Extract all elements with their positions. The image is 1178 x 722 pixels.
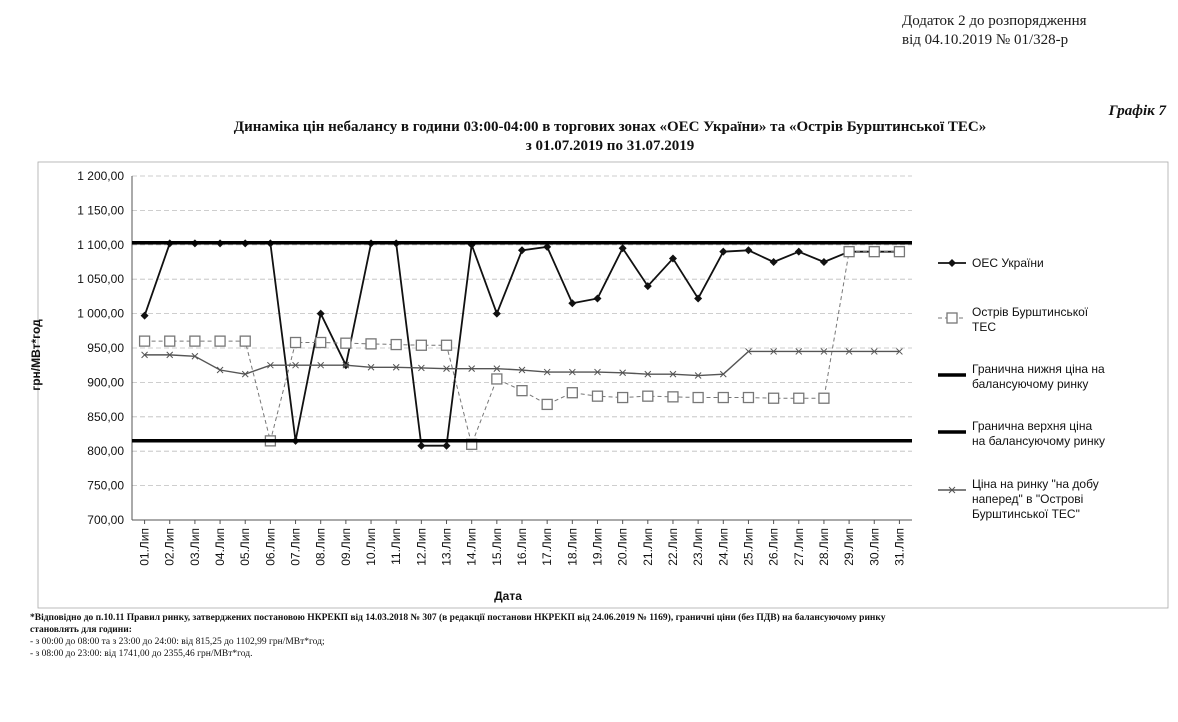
data-point — [844, 247, 854, 257]
document-header-line-1: Додаток 2 до розпорядження — [902, 13, 1087, 29]
data-point — [416, 340, 426, 350]
x-tick-label: 09.Лип — [338, 528, 353, 566]
data-point — [492, 374, 502, 384]
x-tick-label: 23.Лип — [691, 528, 706, 566]
series-5 — [142, 348, 903, 378]
legend-marker — [947, 313, 957, 323]
x-tick-label: 19.Лип — [590, 528, 605, 566]
document-header-line-2: від 04.10.2019 № 01/328-р — [902, 32, 1069, 48]
x-tick-label: 12.Лип — [414, 528, 429, 566]
x-tick-label: 30.Лип — [867, 528, 882, 566]
chart-subtitle: з 01.07.2019 по 31.07.2019 — [525, 138, 695, 154]
y-tick-label: 800,00 — [87, 444, 124, 459]
data-point — [744, 246, 752, 254]
data-point — [719, 248, 727, 256]
data-point — [366, 339, 376, 349]
data-point — [341, 338, 351, 348]
data-point — [592, 391, 602, 401]
x-tick-labels — [138, 520, 907, 566]
x-tick-label: 06.Лип — [263, 528, 278, 566]
x-tick-label: 16.Лип — [515, 528, 529, 566]
y-tick-label: 750,00 — [87, 478, 124, 493]
data-point — [820, 258, 828, 266]
x-tick-label: 08.Лип — [313, 528, 328, 566]
x-tick-label: 10.Лип — [364, 528, 379, 566]
x-tick-label: 04.Лип — [213, 528, 228, 566]
data-point — [869, 247, 879, 257]
data-point — [417, 442, 425, 450]
x-tick-label: 28.Лип — [816, 528, 831, 566]
x-tick-label: 17.Лип — [540, 528, 555, 566]
series-layer — [132, 239, 912, 449]
series-1 — [141, 239, 904, 449]
data-point — [518, 246, 526, 254]
data-point — [770, 258, 778, 266]
y-tick-label: 1 100,00 — [77, 237, 124, 252]
legend-entry — [938, 362, 1105, 391]
data-point — [819, 393, 829, 403]
data-point — [141, 312, 149, 320]
x-tick-label: 02.Лип — [162, 528, 177, 566]
data-point — [442, 340, 452, 350]
y-tick-label: 1 150,00 — [77, 203, 124, 218]
data-point — [190, 336, 200, 346]
data-point — [743, 393, 753, 403]
data-point — [643, 391, 653, 401]
x-tick-label: 01.Лип — [137, 528, 152, 566]
data-point — [693, 393, 703, 403]
series-line — [145, 243, 900, 445]
x-tick-label: 29.Лип — [842, 528, 857, 566]
y-tick-label: 1 050,00 — [77, 272, 124, 287]
data-point — [568, 299, 576, 307]
data-point — [291, 337, 301, 347]
grid-layer — [132, 176, 912, 520]
x-tick-label: 15.Лип — [489, 528, 504, 566]
x-tick-label: 31.Лип — [892, 528, 907, 566]
x-tick-label: 22.Лип — [665, 528, 680, 566]
data-point — [668, 392, 678, 402]
data-point — [794, 393, 804, 403]
footnote-line-2: становлять для години: — [30, 625, 132, 635]
data-point — [165, 336, 175, 346]
legend-entry — [938, 256, 1044, 270]
legend-marker — [948, 259, 956, 267]
legend-label: Ціна на ринку "на добу наперед" в "Острові Бурштинської ТЕС" — [972, 477, 1099, 521]
y-tick-label: 700,00 — [87, 513, 124, 527]
chart-title: Динаміка цін небалансу в години 03:00-04:00 в торгових зонах «ОЕС України» та «Острів Бурштинської ТЕС» — [233, 119, 987, 135]
footnote-line-4: - з 08:00 до 23:00: від 1741,00 до 2355,46 грн/МВт*год. — [30, 649, 253, 659]
y-tick-label: 1 200,00 — [77, 169, 124, 183]
x-tick-label: 05.Лип — [238, 528, 253, 566]
data-point — [718, 393, 728, 403]
data-point — [317, 310, 325, 318]
x-tick-label: 25.Лип — [741, 528, 756, 566]
x-tick-label: 14.Лип — [464, 528, 479, 566]
data-point — [391, 340, 401, 350]
data-point — [443, 442, 451, 450]
data-point — [215, 336, 225, 346]
data-point — [316, 337, 326, 347]
x-tick-label: 11.Лип — [389, 528, 404, 565]
legend-label: Гранична нижня ціна на балансуючому ринку — [972, 362, 1105, 391]
y-tick-label: 850,00 — [87, 409, 124, 424]
x-tick-label: 07.Лип — [288, 528, 303, 566]
legend — [938, 256, 1105, 521]
legend-entry — [938, 305, 1089, 334]
x-axis-title: Дата — [494, 589, 522, 603]
data-point — [493, 310, 501, 318]
legend-label: Гранична верхня ціна на балансуючому ринку — [972, 419, 1105, 448]
figure-number: Графік 7 — [1108, 103, 1166, 119]
legend-entry — [938, 419, 1105, 448]
footnote — [30, 612, 1160, 660]
legend-label: Острів Бурштинської ТЕС — [972, 305, 1089, 334]
x-tick-label: 24.Лип — [716, 528, 731, 566]
x-tick-label: 26.Лип — [766, 528, 781, 566]
y-tick-label: 950,00 — [87, 341, 124, 355]
y-axis-title: грн/МВт*год — [29, 319, 43, 391]
x-tick-label: 18.Лип — [565, 528, 580, 566]
data-point — [769, 393, 779, 403]
x-tick-label: 27.Лип — [791, 528, 806, 566]
x-tick-label: 21.Лип — [640, 528, 655, 566]
data-point — [894, 247, 904, 257]
y-tick-label: 1 000,00 — [77, 306, 124, 321]
x-tick-label: 13.Лип — [439, 528, 454, 566]
x-tick-label: 03.Лип — [187, 528, 202, 566]
x-tick-label: 20.Лип — [615, 528, 630, 566]
data-point — [240, 336, 250, 346]
y-tick-labels — [77, 169, 124, 527]
legend-label: ОЕС України — [972, 256, 1044, 270]
data-point — [542, 399, 552, 409]
data-point — [795, 248, 803, 256]
series-line — [145, 351, 900, 375]
footnote-line-1: *Відповідно до п.10.11 Правил ринку, затверджених постановою НКРЕКП від 14.03.2018 № 307 (в редакції постанови НКРЕКП від 24.06.2019 № 1169), граничні ціни (без ПДВ) на балансуючому ринку — [30, 613, 886, 623]
data-point — [618, 393, 628, 403]
data-point — [593, 294, 601, 302]
legend-entry — [938, 477, 1099, 521]
y-tick-label: 900,00 — [87, 375, 124, 390]
footnote-line-3: - з 00:00 до 08:00 та з 23:00 до 24:00: від 815,25 до 1102,99 грн/МВт*год; — [30, 637, 325, 647]
series-line — [145, 252, 900, 445]
data-point — [517, 386, 527, 396]
data-point — [567, 388, 577, 398]
data-point — [140, 336, 150, 346]
